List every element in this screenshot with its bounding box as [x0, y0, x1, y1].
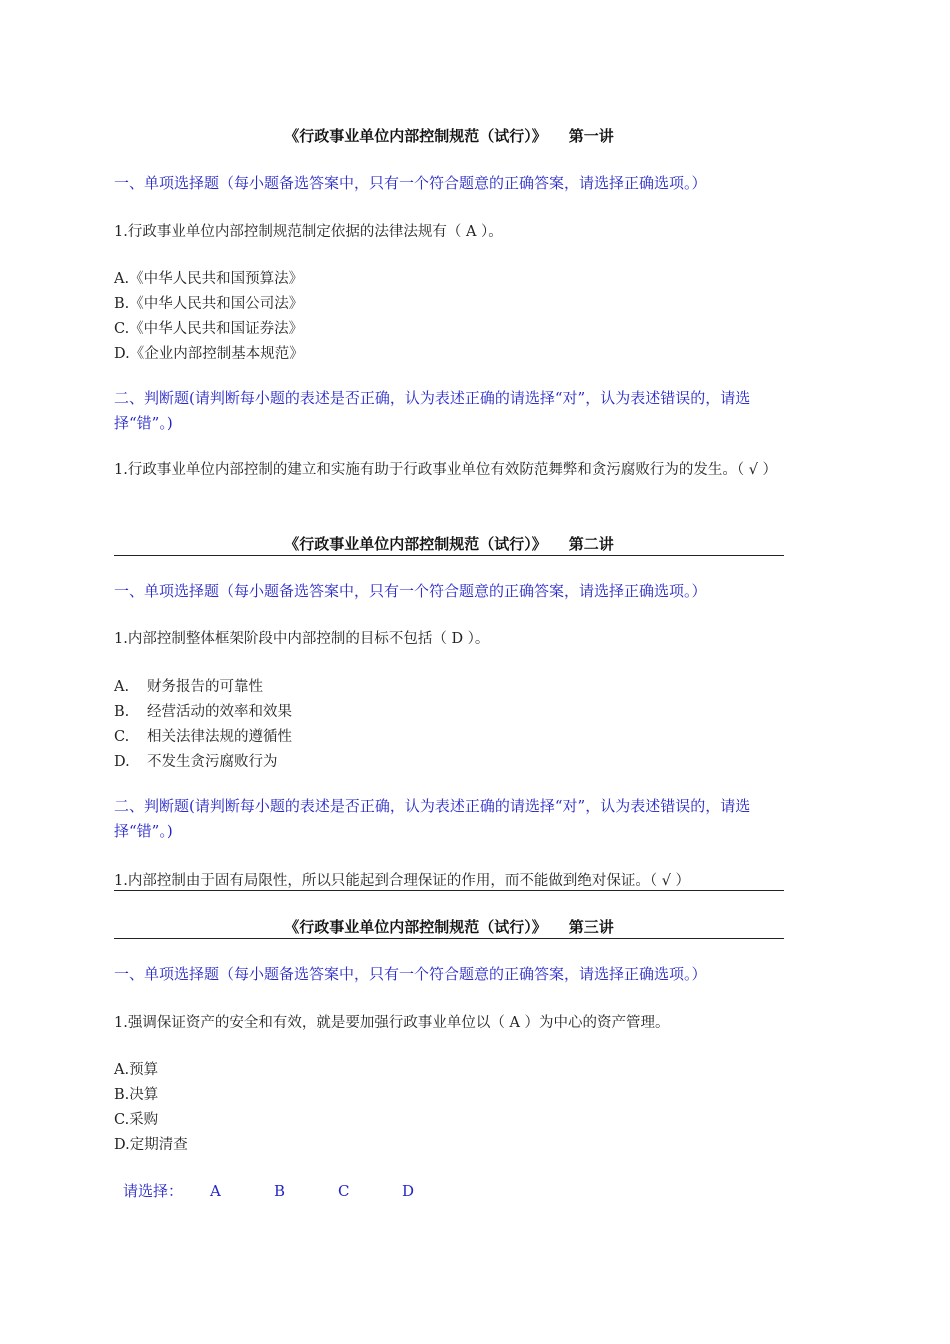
lecture-2-number: 第二讲: [568, 535, 614, 553]
choice-option-c[interactable]: C: [338, 1182, 350, 1200]
lecture-2-option-a: [114, 675, 263, 696]
lecture-3-single-choice-heading: 一、单项选择题（每小题备选答案中，只有一个符合题意的正确答案，请选择正确选项。）: [114, 965, 707, 983]
option-key: A.: [114, 679, 130, 695]
lecture-1-option-a: A.《中华人民共和国预算法》: [114, 271, 304, 287]
lecture-1-judgment-question: 1.行政事业单位内部控制的建立和实施有助于行政事业单位有效防范舞弊和贪污腐败行为的发生。（ √ ）: [114, 462, 778, 478]
lecture-3-number: 第三讲: [568, 918, 614, 936]
lecture-1-title-text: 《行政事业单位内部控制规范（试行）》: [284, 127, 547, 145]
lecture-2-title-text: 《行政事业单位内部控制规范（试行）》: [284, 535, 547, 553]
choice-option-b[interactable]: B: [274, 1182, 286, 1200]
lecture-2-bottom-rule: [114, 890, 784, 891]
lecture-1-number: 第一讲: [568, 127, 614, 145]
choice-option-d[interactable]: D: [402, 1182, 415, 1200]
choice-prompt-label: 请选择：: [123, 1182, 184, 1200]
lecture-2-option-d: [114, 750, 278, 771]
lecture-1-question: 1.行政事业单位内部控制规范制定依据的法律法规有（ A ）。: [114, 224, 503, 240]
lecture-2-title: [114, 533, 784, 554]
lecture-2-title-underline: [114, 555, 784, 556]
lecture-3-title: [114, 916, 784, 937]
lecture-3-option-b: B.决算: [114, 1087, 159, 1103]
option-key: C.: [114, 729, 130, 745]
lecture-1-single-choice-heading: 一、单项选择题（每小题备选答案中，只有一个符合题意的正确答案，请选择正确选项。）: [114, 174, 707, 192]
lecture-3-title-text: 《行政事业单位内部控制规范（试行）》: [284, 918, 547, 936]
lecture-2-question: 1.内部控制整体框架阶段中内部控制的目标不包括（ D ）。: [114, 631, 490, 647]
choice-option-a[interactable]: A: [210, 1182, 221, 1200]
lecture-1-title: [114, 125, 784, 146]
lecture-3-option-c: C.采购: [114, 1112, 159, 1128]
option-text: 财务报告的可靠性: [147, 679, 263, 695]
lecture-1-option-b: B.《中华人民共和国公司法》: [114, 296, 304, 312]
lecture-2-option-b: [114, 700, 292, 721]
option-text: 不发生贪污腐败行为: [147, 754, 278, 770]
choice-prompt: [123, 1180, 414, 1201]
lecture-1-option-c: C.《中华人民共和国证券法》: [114, 321, 304, 337]
option-key: D.: [114, 754, 130, 770]
lecture-2-single-choice-heading: 一、单项选择题（每小题备选答案中，只有一个符合题意的正确答案，请选择正确选项。）: [114, 582, 707, 600]
lecture-1-judgment-heading: 二、判断题(请判断每小题的表述是否正确，认为表述正确的请选择“对”，认为表述错误的，请选择“错”。): [114, 389, 751, 432]
option-text: 相关法律法规的遵循性: [147, 729, 292, 745]
lecture-2-judgment-question: 1.内部控制由于固有局限性，所以只能起到合理保证的作用，而不能做到绝对保证。（ √ ）: [114, 873, 691, 889]
lecture-3-option-d: D.定期清查: [114, 1137, 188, 1153]
lecture-2-judgment-heading: 二、判断题(请判断每小题的表述是否正确，认为表述正确的请选择“对”，认为表述错误的，请选择“错”。): [114, 797, 751, 840]
lecture-3-question: 1.强调保证资产的安全和有效，就是要加强行政事业单位以（ A ）为中心的资产管理。: [114, 1015, 670, 1031]
option-text: 经营活动的效率和效果: [147, 704, 292, 720]
lecture-1-option-d: D.《企业内部控制基本规范》: [114, 346, 304, 362]
lecture-2-option-c: [114, 725, 292, 746]
lecture-3-option-a: A.预算: [114, 1062, 159, 1078]
lecture-3-title-underline: [114, 938, 784, 939]
option-key: B.: [114, 704, 130, 720]
